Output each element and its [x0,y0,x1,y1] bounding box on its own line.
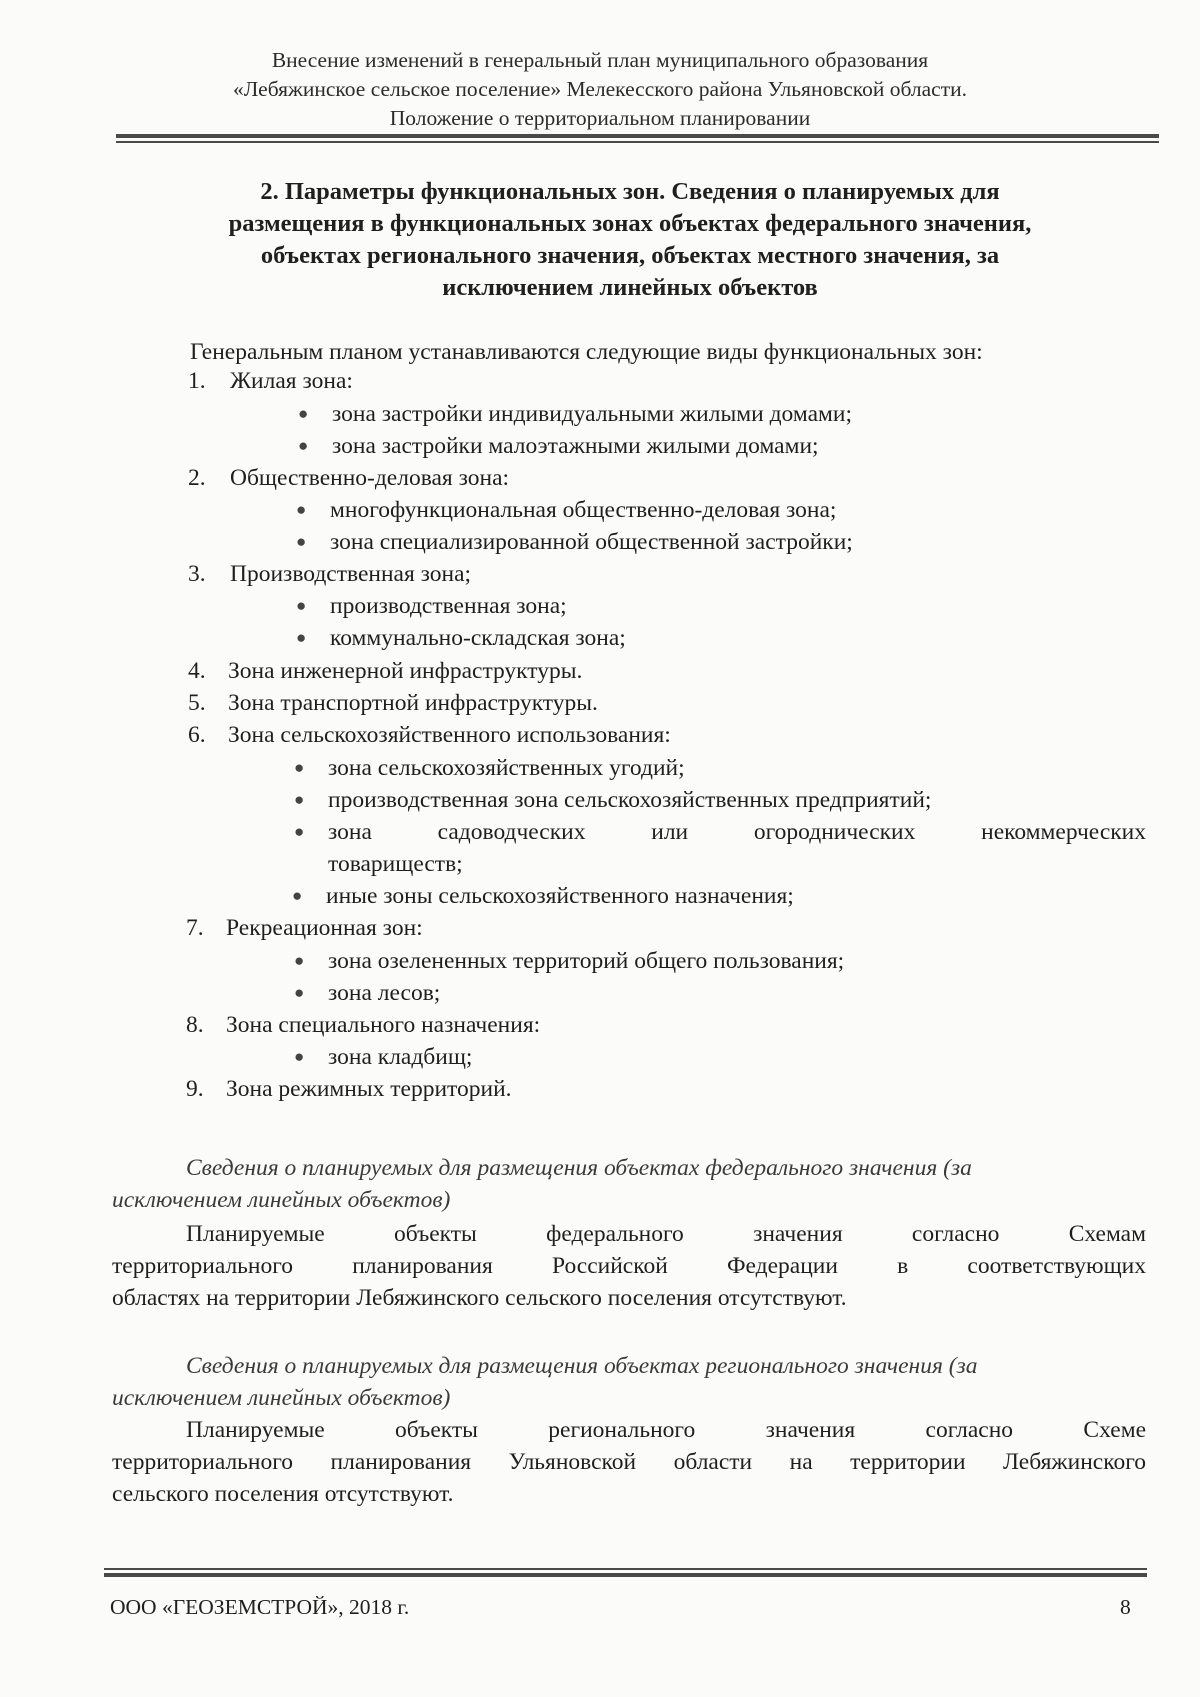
zone-number: 4. [188,658,206,684]
zone-number: 6. [188,722,206,748]
zone-label: Общественно-деловая зона: [230,465,510,491]
header-rule-thin [116,141,1159,143]
zone-item: зона озелененных территорий общего пользования; [328,948,845,974]
zone-item: зона кладбищ; [328,1044,473,1070]
bullet-icon: ● [294,1047,305,1066]
federal-text-line: областях на территории Лебяжинского сельского поселения отсутствуют. [112,1285,847,1311]
bullet-icon: ● [294,983,305,1002]
zone-item: зона лесов; [328,980,441,1006]
zone-number: 9. [186,1076,204,1102]
bullet-icon: ● [294,758,305,777]
zone-number: 1. [188,368,206,394]
bullet-icon: ● [296,628,307,647]
zone-number: 8. [186,1012,204,1038]
zone-label: Жилая зона: [230,368,353,394]
zone-number: 7. [186,915,204,941]
bullet-icon: ● [294,951,305,970]
federal-heading: Сведения о планируемых для размещения объектах федерального значения (за [186,1155,972,1181]
zone-item: зона садоводческих или огороднических некоммерческих [328,819,1146,845]
zone-item: зона застройки индивидуальными жилыми домами; [332,401,852,427]
header-line-1: Внесение изменений в генеральный план муниципального образования [271,48,929,72]
bullet-icon: ● [292,886,303,905]
page-number: 8 [1120,1595,1131,1619]
federal-heading-continued: исключением линейных объектов) [112,1187,451,1213]
header-line-3: Положение о территориальном планировании [389,106,811,130]
federal-text-line: территориального планирования Российской Федерации в соответствующих [112,1253,1146,1279]
header-line-2: «Лебяжинское сельское поселение» Мелекесского района Ульяновской области. [233,77,967,101]
zone-item: многофункциональная общественно-деловая зона; [330,497,837,523]
section-title [150,176,1110,304]
zone-label: Рекреационная зон: [226,915,423,941]
zone-item-continued: товариществ; [328,851,463,877]
footer-rule-thin [104,1568,1147,1570]
title-line-3: объектах регионального значения, объектах местного значения, за [260,242,1000,269]
bullet-icon: ● [294,822,305,841]
regional-heading-continued: исключением линейных объектов) [112,1385,451,1411]
bullet-icon: ● [298,436,309,455]
title-line-2: размещения в функциональных зонах объектах федерального значения, [228,210,1032,237]
bullet-icon: ● [294,790,305,809]
regional-text-line: сельского поселения отсутствуют. [112,1481,454,1507]
zone-label: Зона специального назначения: [226,1012,541,1038]
regional-text-line: территориального планирования Ульяновской области на территории Лебяжинского [112,1449,1146,1475]
zone-label: Зона инженерной инфраструктуры. [228,658,583,684]
regional-heading: Сведения о планируемых для размещения объектах регионального значения (за [186,1353,978,1379]
regional-text-line: Планируемые объекты регионального значения согласно Схеме [186,1417,1146,1443]
header-rule-thick [116,134,1159,138]
zone-number: 5. [188,690,206,716]
footer-company: ООО «ГЕОЗЕМСТРОЙ», 2018 г. [110,1595,410,1619]
bullet-icon: ● [298,404,309,423]
zone-label: Зона режимных территорий. [226,1076,512,1102]
zone-item: зона специализированной общественной застройки; [330,529,853,555]
page-header [120,46,1080,133]
zone-number: 3. [188,561,206,587]
zone-label: Зона транспортной инфраструктуры. [228,690,598,716]
zone-item: зона застройки малоэтажными жилыми домами; [332,433,819,459]
zone-item: иные зоны сельскохозяйственного назначения; [326,883,794,909]
zone-item: коммунально-складская зона; [330,625,626,651]
zone-item: производственная зона сельскохозяйственных предприятий; [328,787,932,813]
title-line-1: 2. Параметры функциональных зон. Сведения о планируемых для [260,178,1000,205]
footer-rule-thick [104,1573,1147,1577]
zone-number: 2. [188,465,206,491]
federal-text-line: Планируемые объекты федерального значения согласно Схемам [186,1221,1146,1247]
zone-item: производственная зона; [330,593,567,619]
bullet-icon: ● [296,532,307,551]
title-line-4: исключением линейных объектов [442,274,818,301]
intro-text: Генеральным планом устанавливаются следующие виды функциональных зон: [190,339,983,365]
zone-label: Зона сельскохозяйственного использования: [228,722,671,748]
zone-label: Производственная зона; [230,561,472,587]
bullet-icon: ● [296,500,307,519]
zone-item: зона сельскохозяйственных угодий; [328,755,685,781]
bullet-icon: ● [296,596,307,615]
